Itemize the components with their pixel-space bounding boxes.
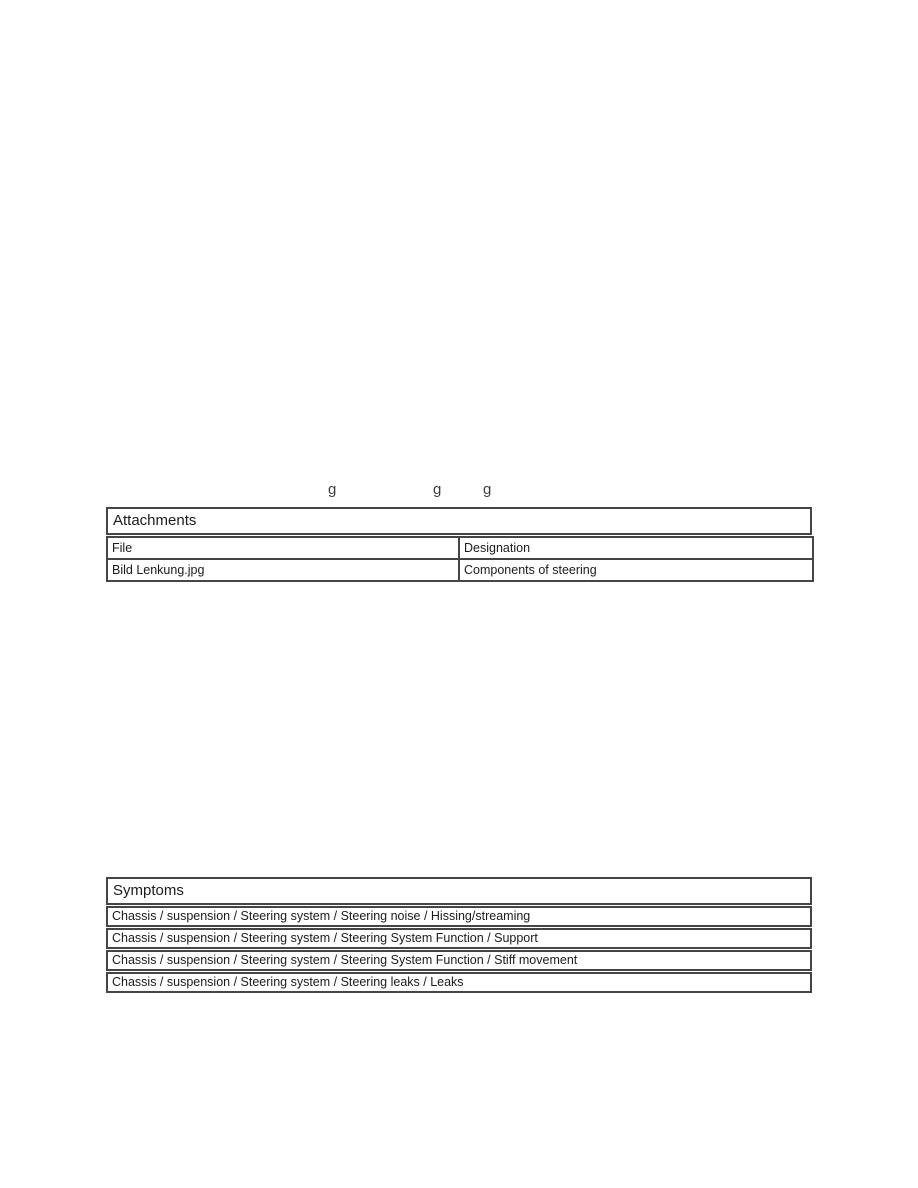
- attachment-row: [107, 559, 813, 581]
- attachment-file-name: Bild Lenkung.jpg: [107, 559, 459, 581]
- attachments-column-header-designation: Designation: [459, 537, 813, 559]
- cropped-glyph: g: [483, 481, 492, 498]
- cropped-text-line: [0, 481, 918, 501]
- cropped-glyph: g: [328, 481, 337, 498]
- symptom-row: Chassis / suspension / Steering system / Steering leaks / Leaks: [106, 972, 812, 993]
- attachments-column-header-file: File: [107, 537, 459, 559]
- cropped-glyph: g: [433, 481, 442, 498]
- symptom-row: Chassis / suspension / Steering system / Steering noise / Hissing/streaming: [106, 906, 812, 927]
- symptoms-table-title: Symptoms: [106, 877, 812, 905]
- attachment-designation: Components of steering: [459, 559, 813, 581]
- attachments-table: [106, 507, 812, 582]
- attachments-table-title: Attachments: [106, 507, 812, 535]
- symptom-row: Chassis / suspension / Steering system / Steering System Function / Stiff movement: [106, 950, 812, 971]
- attachments-grid: [106, 536, 814, 582]
- attachments-header-row: [107, 537, 813, 559]
- symptoms-table: [106, 877, 812, 993]
- symptom-row: Chassis / suspension / Steering system / Steering System Function / Support: [106, 928, 812, 949]
